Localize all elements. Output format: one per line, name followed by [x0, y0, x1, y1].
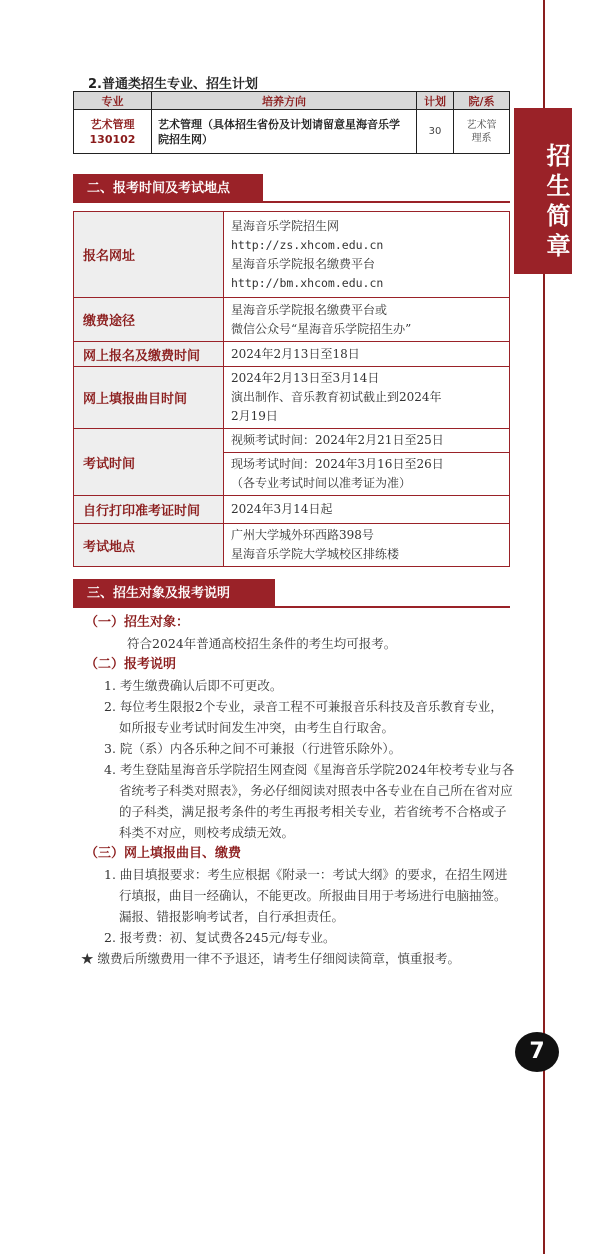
direction-cell: 艺术管理（具体招生省份及计划请留意星海音乐学院招生网）: [152, 110, 417, 154]
label-website: 报名网址: [74, 212, 224, 298]
list-item: 1. 考生缴费确认后即不可更改。: [104, 678, 283, 693]
value-repertoire-time: 2024年2月13日至3月14日 演出制作、音乐教育初试截止到2024年 2月19日: [224, 367, 510, 429]
table-row: [74, 342, 510, 367]
section2-header: 二、报考时间及考试地点: [73, 174, 263, 203]
table-row: [74, 212, 510, 298]
list-item: 2. 报考费：初、复试费各245元/每专业。: [104, 930, 336, 945]
header-dept: 院/系: [454, 92, 510, 110]
value-website: 星海音乐学院招生网 http://zs.xhcom.edu.cn 星海音乐学院报名缴费平台 http://bm.xhcom.edu.cn: [224, 212, 510, 298]
list-item: 4. 考生登陆星海音乐学院招生网查阅《星海音乐学院2024年校考专业与各省统考子科类对照表》，务必仔细阅读对照表中各专业在自己所在省对应的子科类，满足报考条件的考生再报考相关专业，若省统考不合格或子科类不对应，则校考成绩无效。: [104, 762, 515, 840]
table-row: [74, 367, 510, 429]
plan-cell: 30: [417, 110, 454, 154]
subheading-notes: （二）报考说明: [85, 657, 177, 672]
value-video-exam: 视频考试时间：2024年2月21日至25日: [224, 429, 510, 453]
table-row: [74, 110, 510, 154]
section3-body: [81, 612, 515, 969]
value-onsite-exam: 现场考试时间：2024年3月16日至26日 （各专业考试时间以准考证为准）: [224, 453, 510, 496]
header-plan: 计划: [417, 92, 454, 110]
link-zs[interactable]: http://zs.xhcom.edu.cn: [231, 237, 384, 252]
label-repertoire-time: 网上填报曲目时间: [74, 367, 224, 429]
section2-rule: [263, 201, 510, 203]
label-reg-time: 网上报名及缴费时间: [74, 342, 224, 367]
value-payment: 星海音乐学院报名缴费平台或 微信公众号“星海音乐学院招生办”: [224, 298, 510, 342]
table-row: [74, 524, 510, 567]
value-exam-location: 广州大学城外环西路398号 星海音乐学院大学城校区排练楼: [224, 524, 510, 567]
list-item: 2. 每位考生限报2个专业，录音工程不可兼报音乐科技及音乐教育专业，如所报专业考试时间发生冲突，由考生自行取舍。: [104, 699, 503, 735]
label-exam-time: 考试时间: [74, 429, 224, 496]
value-reg-time: 2024年2月13日至18日: [224, 342, 510, 367]
value-ticket-time: 2024年3月14日起: [224, 496, 510, 524]
schedule-table: [73, 211, 510, 567]
header-major: 专业: [74, 92, 152, 110]
section1-title: 2.普通类招生专业、招生计划: [88, 77, 258, 92]
subheading-repertoire: （三）网上填报曲目、缴费: [85, 846, 242, 861]
enrollment-plan-table: [73, 91, 510, 154]
subheading-target: （一）招生对象：: [85, 615, 190, 630]
table-row: [74, 298, 510, 342]
table-row: [74, 429, 510, 453]
label-ticket-time: 自行打印准考证时间: [74, 496, 224, 524]
label-exam-location: 考试地点: [74, 524, 224, 567]
target-text: 符合2024年普通高校招生条件的考生均可报考。: [127, 636, 397, 651]
side-tab-label: 招生简章: [514, 108, 572, 274]
link-bm[interactable]: http://bm.xhcom.edu.cn: [231, 275, 384, 290]
list-item: 3. 院（系）内各乐种之间不可兼报（行进管乐除外）。: [104, 741, 402, 756]
refund-note: ★ 缴费后所缴费用一律不予退还，请考生仔细阅读简章，慎重报考。: [81, 951, 460, 966]
section3-rule: [275, 606, 510, 608]
label-payment: 缴费途径: [74, 298, 224, 342]
table-row: [74, 496, 510, 524]
list-item: 1. 曲目填报要求：考生应根据《附录一：考试大纲》的要求，在招生网进行填报，曲目一经确认，不能更改。所报曲目用于考场进行电脑抽签。漏报、错报影响考试者，自行承担责任。: [104, 867, 508, 924]
dept-cell: 艺术管 理系: [454, 110, 510, 154]
section3-header: 三、招生对象及报考说明: [73, 579, 275, 608]
page-number-badge: 7: [515, 1032, 559, 1072]
header-direction: 培养方向: [152, 92, 417, 110]
major-cell: 艺术管理 130102: [74, 110, 152, 154]
